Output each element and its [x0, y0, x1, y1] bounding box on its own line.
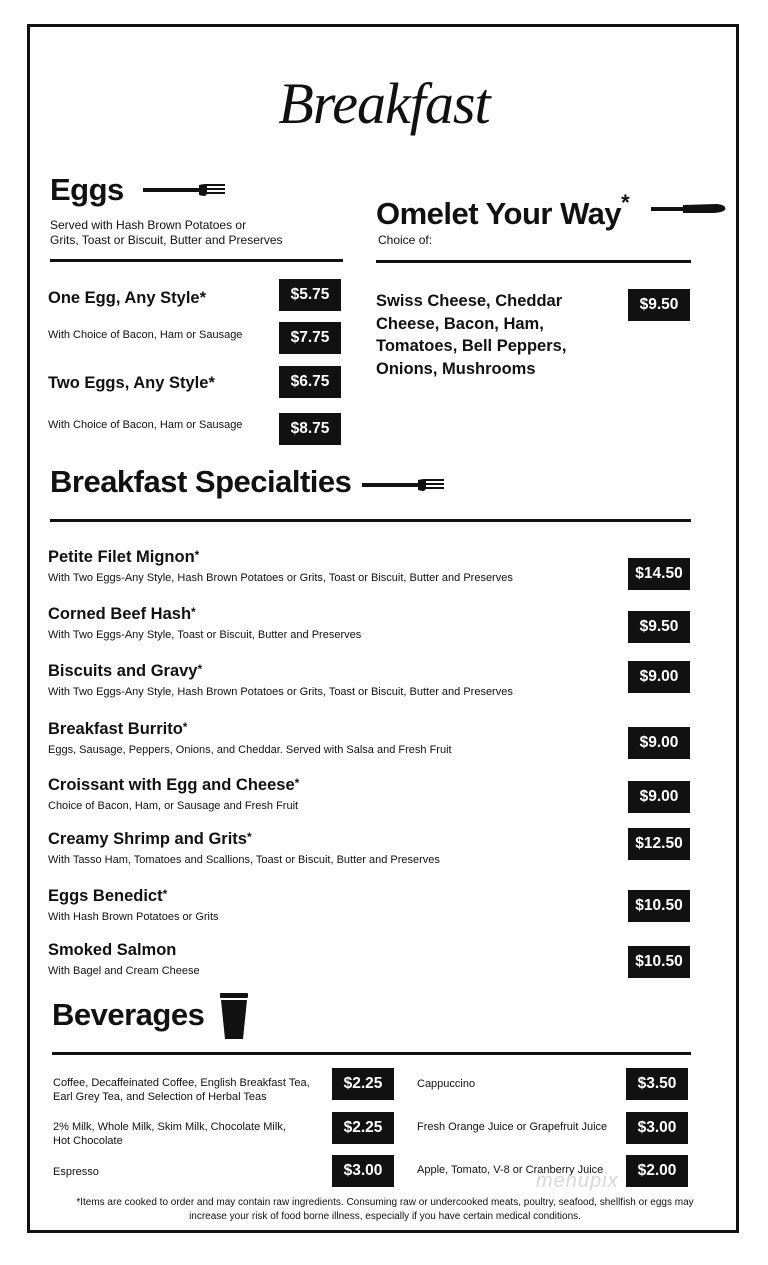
- price-badge: $3.00: [626, 1112, 688, 1144]
- price-badge: $3.00: [332, 1155, 394, 1187]
- item-one-egg: One Egg, Any Style*: [48, 289, 207, 307]
- fork-icon: [143, 182, 227, 198]
- item-two-eggs-meat: With Choice of Bacon, Ham or Sausage: [48, 419, 243, 431]
- item-desc: With Two Eggs-Any Style, Hash Brown Potatoes or Grits, Toast or Biscuit, Butter and Preserves: [48, 686, 513, 698]
- item-name: Croissant with Egg and Cheese*: [48, 776, 300, 794]
- item-desc: Eggs, Sausage, Peppers, Onions, and Cheddar. Served with Salsa and Fresh Fruit: [48, 744, 452, 756]
- beverage-item: Apple, Tomato, V-8 or Cranberry Juice: [417, 1164, 604, 1176]
- price-badge: $3.50: [626, 1068, 688, 1100]
- price-badge: $9.00: [628, 781, 690, 813]
- item-desc: With Bagel and Cream Cheese: [48, 965, 200, 977]
- knife-icon: [651, 202, 727, 216]
- beverage-item: 2% Milk, Whole Milk, Skim Milk, Chocolate Milk, Hot Chocolate: [53, 1121, 286, 1147]
- eggs-subtitle: Served with Hash Brown Potatoes or Grits, Toast or Biscuit, Butter and Preserves: [50, 218, 283, 247]
- beverage-item: Cappuccino: [417, 1078, 476, 1090]
- price-badge: $8.75: [279, 413, 341, 445]
- item-desc: With Hash Brown Potatoes or Grits: [48, 911, 219, 923]
- item-name: Petite Filet Mignon*: [48, 548, 200, 566]
- fork-icon: [362, 477, 446, 493]
- item-one-egg-meat: With Choice of Bacon, Ham or Sausage: [48, 329, 243, 341]
- specialties-rule: [50, 519, 691, 522]
- beverages-heading: Beverages: [52, 997, 205, 1032]
- beverage-item: Coffee, Decaffeinated Coffee, English Breakfast Tea, Earl Grey Tea, and Selection of Herbal Teas: [53, 1077, 310, 1103]
- specialties-heading: Breakfast Specialties: [50, 464, 352, 499]
- beverage-item: Espresso: [53, 1166, 99, 1178]
- item-name: Smoked Salmon: [48, 941, 177, 959]
- omelet-fillings: Swiss Cheese, Cheddar Cheese, Bacon, Ham, Tomatoes, Bell Peppers, Onions, Mushrooms: [376, 292, 567, 378]
- footnote: *Items are cooked to order and may contain raw ingredients. Consuming raw or undercooked meats, poultry, seafood, shellfish or eggs may increase your risk of food borne illness, especially if you have certain medical conditions.: [76, 1197, 694, 1222]
- price-badge: $9.00: [628, 661, 690, 693]
- price-badge: $9.00: [628, 727, 690, 759]
- eggs-heading: Eggs: [50, 172, 124, 207]
- price-badge: $6.75: [279, 366, 341, 398]
- price-badge: $2.25: [332, 1112, 394, 1144]
- item-desc: With Two Eggs-Any Style, Toast or Biscuit, Butter and Preserves: [48, 629, 362, 641]
- watermark: menupix: [536, 1170, 619, 1192]
- price-badge: $9.50: [628, 289, 690, 321]
- omelet-rule: [376, 260, 691, 263]
- price-badge: $10.50: [628, 890, 690, 922]
- price-badge: $9.50: [628, 611, 690, 643]
- price-badge: $14.50: [628, 558, 690, 590]
- cup-icon: [219, 993, 249, 1039]
- price-badge: $7.75: [279, 322, 341, 354]
- beverages-rule: [52, 1052, 691, 1055]
- item-desc: Choice of Bacon, Ham, or Sausage and Fresh Fruit: [48, 800, 299, 812]
- omelet-heading: Omelet Your Way*: [376, 190, 630, 231]
- price-badge: $2.25: [332, 1068, 394, 1100]
- beverage-item: Fresh Orange Juice or Grapefruit Juice: [417, 1121, 608, 1133]
- item-name: Creamy Shrimp and Grits*: [48, 830, 252, 848]
- item-name: Breakfast Burrito*: [48, 720, 188, 738]
- price-badge: $5.75: [279, 279, 341, 311]
- menu-title: Breakfast: [278, 71, 490, 136]
- eggs-rule: [50, 259, 343, 262]
- item-name: Corned Beef Hash*: [48, 605, 196, 623]
- item-name: Eggs Benedict*: [48, 887, 168, 905]
- item-name: Biscuits and Gravy*: [48, 662, 203, 680]
- price-badge: $2.00: [626, 1155, 688, 1187]
- item-desc: With Two Eggs-Any Style, Hash Brown Potatoes or Grits, Toast or Biscuit, Butter and Preserves: [48, 572, 513, 584]
- item-two-eggs: Two Eggs, Any Style*: [48, 374, 215, 392]
- price-badge: $12.50: [628, 828, 690, 860]
- omelet-subtitle: Choice of:: [378, 233, 433, 247]
- item-desc: With Tasso Ham, Tomatoes and Scallions, Toast or Biscuit, Butter and Preserves: [48, 854, 440, 866]
- price-badge: $10.50: [628, 946, 690, 978]
